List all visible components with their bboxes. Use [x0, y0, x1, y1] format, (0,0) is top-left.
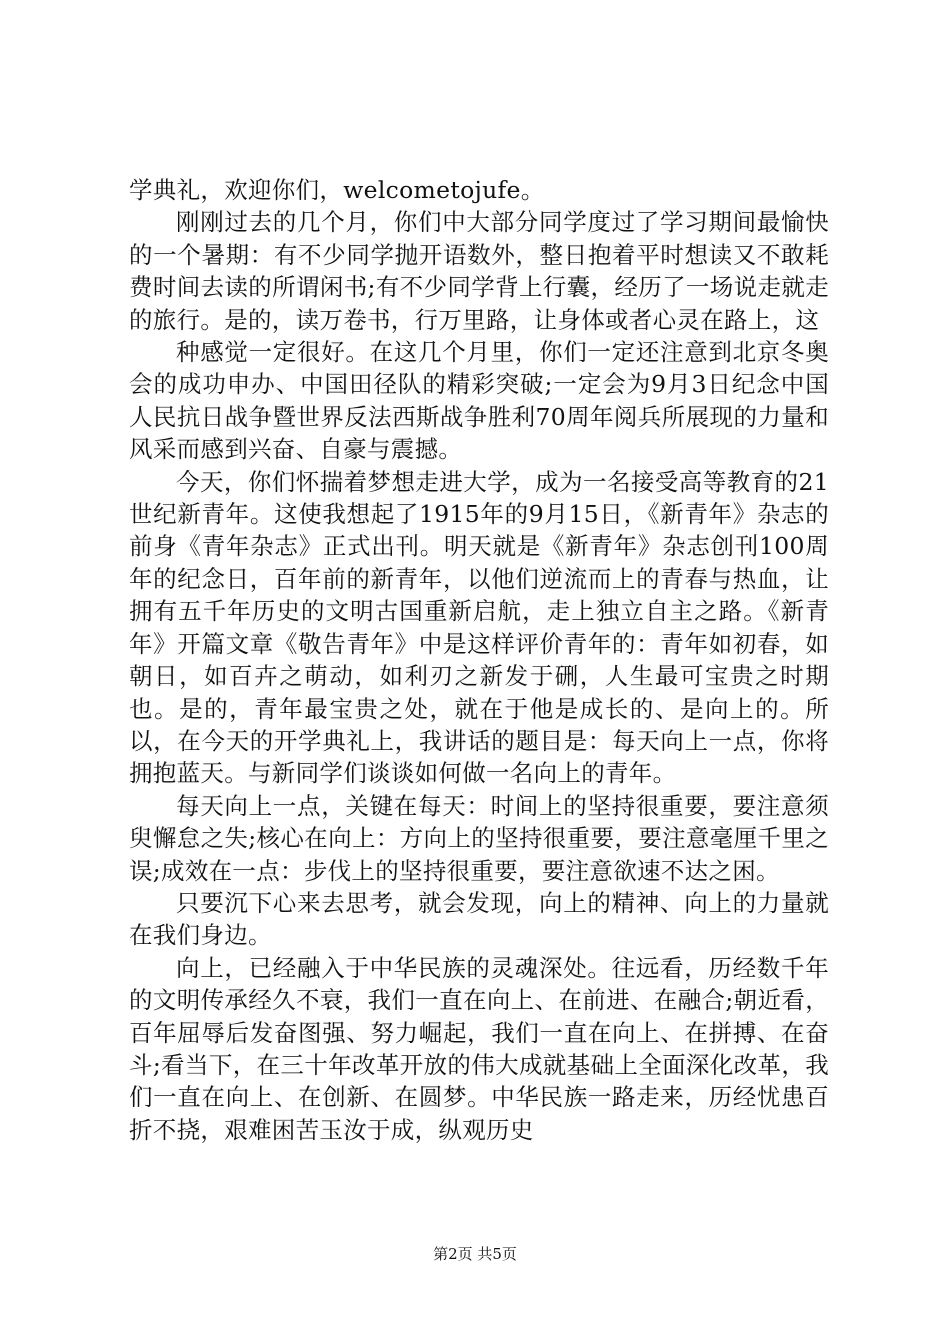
page-number: 第2页 共5页 [433, 1245, 517, 1263]
paragraph-1: 学典礼，欢迎你们，welcometojufe。 [129, 176, 545, 204]
paragraph-2: 刚刚过去的几个月，你们中大部分同学度过了学习期间最愉快的一个暑期：有不少同学抛开语数外，整日抱着平时想读又不敢耗费时间去读的所谓闲书;有不少同学背上行囊，经历了一场说走就走的旅行。是的，读万卷书，行万里路，让身体或者心灵在路上，这 [129, 208, 829, 334]
paragraph-5: 每天向上一点，关键在每天：时间上的坚持很重要，要注意须臾懈怠之失;核心在向上：方向上的坚持很重要，要注意毫厘千里之误;成效在一点：步伐上的坚持很重要，要注意欲速不达之困。 [129, 791, 829, 885]
paragraph-3: 种感觉一定很好。在这几个月里，你们一定还注意到北京冬奥会的成功申办、中国田径队的精彩突破;一定会为9月3日纪念中国人民抗日战争暨世界反法西斯战争胜利70周年阅兵所展现的力量和风采而感到兴奋、自豪与震撼。 [129, 338, 829, 464]
document-body [129, 174, 829, 1146]
page-footer [0, 1244, 950, 1264]
paragraph-7: 向上，已经融入于中华民族的灵魂深处。往远看，历经数千年的文明传承经久不衰，我们一直在向上、在前进、在融合;朝近看，百年屈辱后发奋图强、努力崛起，我们一直在向上、在拼搏、在奋斗;看当下，在三十年改革开放的伟大成就基础上全面深化改革，我们一直在向上、在创新、在圆梦。中华民族一路走来，历经忧患百折不挠，艰难困苦玉汝于成，纵观历史 [129, 953, 829, 1144]
paragraph-4: 今天，你们怀揣着梦想走进大学，成为一名接受高等教育的21世纪新青年。这使我想起了1915年的9月15日，《新青年》杂志的前身《青年杂志》正式出刊。明天就是《新青年》杂志创刊100周年的纪念日，百年前的新青年，以他们逆流而上的青春与热血，让拥有五千年历史的文明古国重新启航，走上独立自主之路。《新青年》开篇文章《敬告青年》中是这样评价青年的：青年如初春，如朝日，如百卉之萌动，如利刃之新发于硎，人生最可宝贵之时期也。是的，青年最宝贵之处，就在于他是成长的、是向上的。所以，在今天的开学典礼上，我讲话的题目是：每天向上一点，你将拥抱蓝天。与新同学们谈谈如何做一名向上的青年。 [129, 467, 829, 788]
paragraph-6: 只要沉下心来去思考，就会发现，向上的精神、向上的力量就在我们身边。 [129, 888, 829, 950]
